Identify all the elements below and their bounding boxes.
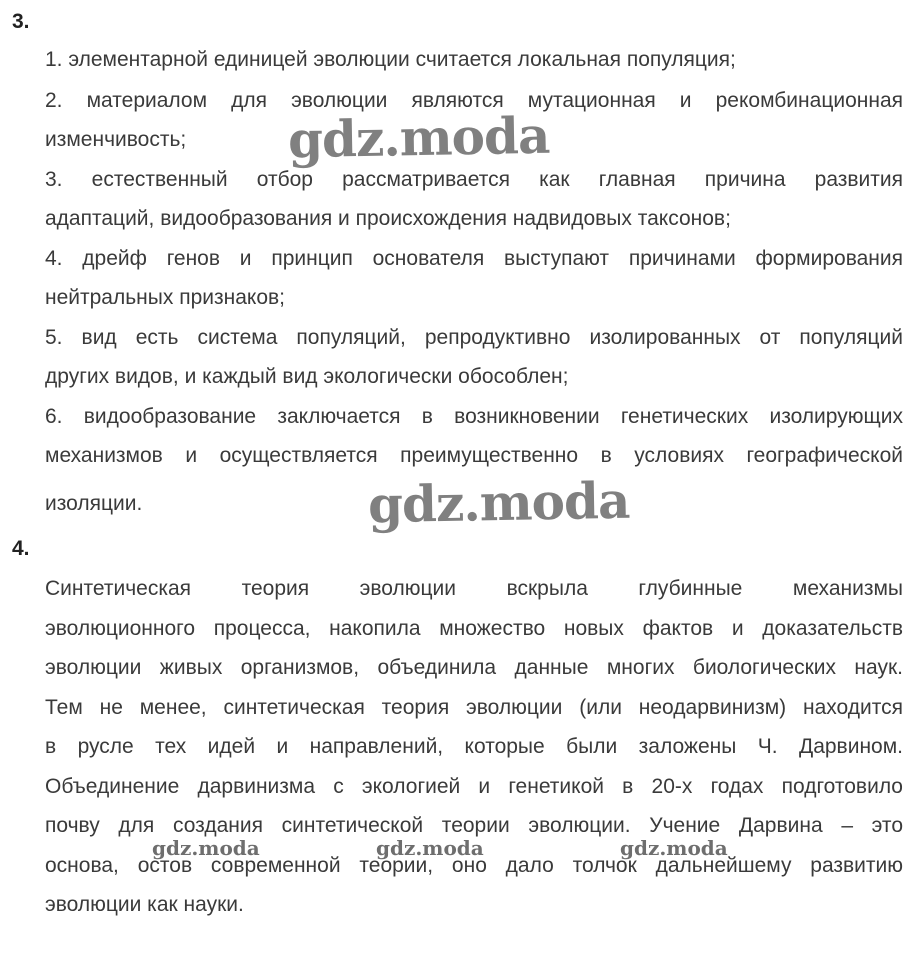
list-item-5-continued: других видов, и каждый вид экологически обособлен; bbox=[45, 365, 569, 388]
list-item-3: 3. естественный отбор рассматривается как главная причина развития bbox=[45, 168, 903, 191]
paragraph-line-3: эволюции живых организмов, объединила данные многих биологических наук. bbox=[45, 656, 903, 679]
paragraph-line-6: Объединение дарвинизма с экологией и генетикой в 20-х годах подготовило bbox=[45, 775, 903, 798]
paragraph-line-4: Тем не менее, синтетическая теория эволюции (или неодарвинизм) находится bbox=[45, 696, 903, 719]
paragraph-line-5: в русле тех идей и направлений, которые были заложены Ч. Дарвином. bbox=[45, 735, 903, 758]
section-number-3: 3. bbox=[12, 10, 30, 33]
paragraph-line-2: эволюционного процесса, накопила множество новых фактов и доказательств bbox=[45, 617, 903, 640]
paragraph-line-9: эволюции как науки. bbox=[45, 893, 244, 916]
list-item-6-continued: механизмов и осуществляется преимущественно в условиях географической bbox=[45, 444, 903, 467]
watermark-small: gdz.moda bbox=[152, 836, 260, 860]
watermark-logo: gdz.moda bbox=[367, 470, 630, 535]
watermark-small: gdz.moda bbox=[376, 836, 484, 860]
list-item-1: 1. элементарной единицей эволюции считается локальная популяция; bbox=[45, 48, 736, 71]
watermark-small: gdz.moda bbox=[620, 836, 728, 860]
list-item-2: 2. материалом для эволюции являются мутационная и рекомбинационная bbox=[45, 89, 903, 112]
paragraph-line-1: Синтетическая теория эволюции вскрыла глубинные механизмы bbox=[45, 577, 903, 600]
section-number-4: 4. bbox=[12, 537, 30, 560]
list-item-5: 5. вид есть система популяций, репродуктивно изолированных от популяций bbox=[45, 326, 903, 349]
paragraph-line-8: основа, остов современной теории, оно дало толчок дальнейшему развитию bbox=[45, 854, 903, 877]
list-item-4: 4. дрейф генов и принцип основателя выступают причинами формирования bbox=[45, 247, 903, 270]
list-item-6: 6. видообразование заключается в возникновении генетических изолирующих bbox=[45, 405, 903, 428]
watermark-logo: gdz.moda bbox=[287, 105, 550, 170]
list-item-6-end: изоляции. bbox=[45, 492, 143, 515]
paragraph-line-7: почву для создания синтетической теории эволюции. Учение Дарвина – это bbox=[45, 814, 903, 837]
list-item-2-continued: изменчивость; bbox=[45, 128, 187, 151]
list-item-4-continued: нейтральных признаков; bbox=[45, 286, 285, 309]
list-item-3-continued: адаптаций, видообразования и происхождения надвидовых таксонов; bbox=[45, 207, 731, 230]
